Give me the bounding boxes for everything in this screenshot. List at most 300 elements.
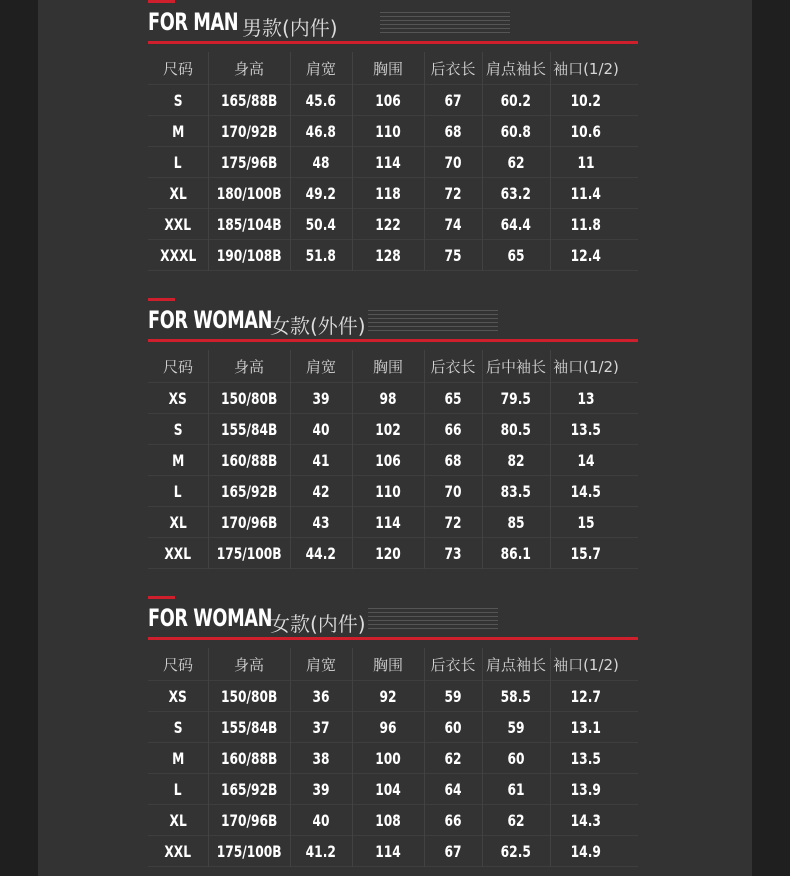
cell-value: 85 [507, 512, 525, 532]
cell-value: 62 [507, 152, 525, 172]
column-header: 袖口(1/2) [553, 655, 619, 674]
size-section [148, 298, 638, 570]
cell-value: 86.1 [500, 543, 532, 563]
table-cell [208, 681, 290, 711]
column-divider [208, 52, 209, 271]
table-cell [208, 805, 290, 835]
cell-value: 68 [444, 450, 462, 470]
cell-value: XXL [164, 214, 192, 234]
table-cell [482, 712, 550, 742]
table-cell [550, 805, 622, 835]
column-header: 肩宽 [305, 59, 336, 78]
table-cell [352, 147, 424, 177]
cell-value: 13.1 [570, 717, 602, 737]
table-cell [550, 836, 622, 866]
column-header: 袖口(1/2) [553, 59, 619, 78]
table-cell [352, 85, 424, 115]
section-accent-bar [148, 596, 175, 599]
table-cell [352, 836, 424, 866]
section-title-en: FOR MAN [148, 8, 239, 36]
column-header: 肩宽 [305, 655, 336, 674]
section-title-en: FOR WOMAN [148, 604, 272, 632]
table-cell [352, 538, 424, 568]
cell-value: 40 [312, 810, 330, 830]
cell-value: XS [168, 686, 188, 706]
table-cell [550, 476, 622, 506]
cell-value: 37 [312, 717, 330, 737]
cell-value: 13.5 [570, 748, 602, 768]
table-cell [208, 147, 290, 177]
table-cell [208, 383, 290, 413]
cell-value: 170/96B [220, 810, 278, 830]
table-cell [352, 712, 424, 742]
cell-value: 13.5 [570, 419, 602, 439]
table-cell [424, 805, 482, 835]
cell-value: 64.4 [500, 214, 532, 234]
column-divider [290, 52, 291, 271]
size-label-cell [148, 147, 208, 177]
table-row [148, 85, 638, 116]
cell-value: 14.9 [570, 841, 602, 861]
table-cell [424, 507, 482, 537]
size-label-cell [148, 414, 208, 444]
table-cell [550, 774, 622, 804]
column-divider [482, 52, 483, 271]
table-cell [352, 383, 424, 413]
table-cell [352, 476, 424, 506]
section-title-cn: 女款(内件) [270, 612, 366, 636]
cell-value: 61 [507, 779, 525, 799]
column-divider [352, 350, 353, 569]
cell-value: 70 [444, 152, 462, 172]
cell-value: 14.5 [570, 481, 602, 501]
table-cell [482, 507, 550, 537]
cell-value: 65 [444, 388, 462, 408]
cell-value: 43 [312, 512, 330, 532]
cell-value: 45.6 [305, 90, 337, 110]
decorative-fine-print [368, 310, 498, 332]
table-cell [352, 507, 424, 537]
size-label-cell [148, 805, 208, 835]
cell-value: L [174, 779, 182, 799]
cell-value: S [173, 419, 183, 439]
table-cell [290, 445, 352, 475]
table-cell [424, 414, 482, 444]
table-cell [208, 445, 290, 475]
table-cell [550, 538, 622, 568]
table-cell [290, 681, 352, 711]
cell-value: 65 [507, 245, 525, 265]
cell-value: 41 [312, 450, 330, 470]
table-cell [482, 445, 550, 475]
cell-value: 155/84B [220, 419, 278, 439]
cell-value: M [171, 748, 185, 768]
cell-value: 80.5 [500, 419, 532, 439]
table-cell [550, 414, 622, 444]
table-cell [550, 209, 622, 239]
table-cell [208, 712, 290, 742]
cell-value: 15.7 [570, 543, 602, 563]
section-title-cn: 女款(外件) [270, 314, 366, 338]
cell-value: XL [169, 183, 187, 203]
table-cell [290, 538, 352, 568]
table-cell [550, 445, 622, 475]
cell-value: 79.5 [500, 388, 532, 408]
cell-value: 11.4 [570, 183, 602, 203]
size-label-cell [148, 712, 208, 742]
cell-value: 46.8 [305, 121, 337, 141]
cell-value: 170/96B [220, 512, 278, 532]
size-section [148, 0, 638, 272]
cell-value: 73 [444, 543, 462, 563]
table-cell [208, 507, 290, 537]
cell-value: 12.4 [570, 245, 602, 265]
table-cell [424, 240, 482, 270]
table-row [148, 774, 638, 805]
section-title [148, 306, 366, 338]
cell-value: 66 [444, 419, 462, 439]
cell-value: 50.4 [305, 214, 337, 234]
size-label-cell [148, 476, 208, 506]
cell-value: 14 [577, 450, 595, 470]
column-header: 胸围 [372, 357, 403, 376]
cell-value: 75 [444, 245, 462, 265]
column-header: 后衣长 [430, 59, 476, 78]
cell-value: 114 [375, 152, 401, 172]
table-cell [424, 383, 482, 413]
table-cell [550, 85, 622, 115]
section-title-cn: 男款(内件) [242, 16, 338, 40]
column-header: 尺码 [162, 59, 193, 78]
column-header: 胸围 [372, 59, 403, 78]
table-cell [208, 240, 290, 270]
table-cell [290, 85, 352, 115]
column-header: 胸围 [372, 655, 403, 674]
table-row [148, 507, 638, 538]
section-title [148, 8, 338, 40]
table-cell [482, 774, 550, 804]
table-cell [550, 712, 622, 742]
cell-value: 108 [375, 810, 401, 830]
table-cell [290, 774, 352, 804]
table-cell [550, 507, 622, 537]
table-cell [424, 681, 482, 711]
column-header: 尺码 [162, 357, 193, 376]
column-divider [424, 648, 425, 867]
table-cell [208, 538, 290, 568]
table-cell [482, 414, 550, 444]
table-cell [208, 414, 290, 444]
cell-value: 72 [444, 512, 462, 532]
table-row [148, 240, 638, 271]
column-divider [352, 648, 353, 867]
column-header: 肩宽 [305, 357, 336, 376]
column-header: 后中袖长 [485, 357, 546, 376]
cell-value: 160/88B [220, 450, 278, 470]
size-table [148, 648, 638, 867]
size-label-cell [148, 774, 208, 804]
table-cell [290, 147, 352, 177]
cell-value: 39 [312, 779, 330, 799]
column-divider [550, 52, 551, 271]
table-cell [352, 240, 424, 270]
cell-value: 68 [444, 121, 462, 141]
cell-value: 165/88B [220, 90, 278, 110]
size-label-cell [148, 507, 208, 537]
cell-value: 10.6 [570, 121, 602, 141]
table-cell [352, 116, 424, 146]
column-header: 后衣长 [430, 655, 476, 674]
cell-value: 70 [444, 481, 462, 501]
column-divider [208, 648, 209, 867]
table-cell [482, 147, 550, 177]
cell-value: L [174, 481, 182, 501]
table-cell [352, 445, 424, 475]
cell-value: M [171, 121, 185, 141]
table-cell [208, 85, 290, 115]
section-rule [148, 41, 638, 44]
cell-value: XL [169, 810, 187, 830]
table-row [148, 476, 638, 507]
column-header: 尺码 [162, 655, 193, 674]
column-divider [290, 648, 291, 867]
cell-value: 60.2 [500, 90, 532, 110]
column-divider [550, 648, 551, 867]
cell-value: 175/100B [216, 543, 282, 563]
table-cell [482, 538, 550, 568]
table-cell [352, 743, 424, 773]
table-cell [290, 178, 352, 208]
cell-value: 150/80B [220, 686, 278, 706]
table-cell [290, 209, 352, 239]
table-cell [482, 805, 550, 835]
cell-value: 62 [507, 810, 525, 830]
cell-value: S [173, 717, 183, 737]
table-cell [208, 774, 290, 804]
cell-value: 185/104B [216, 214, 282, 234]
cell-value: 67 [444, 90, 462, 110]
cell-value: 110 [375, 121, 401, 141]
column-divider [290, 350, 291, 569]
table-row [148, 836, 638, 867]
section-title-en: FOR WOMAN [148, 306, 272, 334]
cell-value: M [171, 450, 185, 470]
table-cell [424, 445, 482, 475]
table-cell [550, 240, 622, 270]
cell-value: 60.8 [500, 121, 532, 141]
cell-value: 165/92B [220, 481, 278, 501]
table-cell [424, 178, 482, 208]
cell-value: 114 [375, 841, 401, 861]
table-row [148, 178, 638, 209]
cell-value: 170/92B [220, 121, 278, 141]
cell-value: 122 [375, 214, 401, 234]
table-cell [352, 774, 424, 804]
table-cell [424, 774, 482, 804]
table-cell [208, 209, 290, 239]
table-cell [482, 383, 550, 413]
table-cell [424, 743, 482, 773]
table-cell [482, 743, 550, 773]
cell-value: 100 [375, 748, 401, 768]
column-divider [482, 648, 483, 867]
cell-value: 39 [312, 388, 330, 408]
column-divider [424, 52, 425, 271]
cell-value: 41.2 [305, 841, 337, 861]
table-cell [550, 178, 622, 208]
table-cell [482, 681, 550, 711]
cell-value: 12.7 [570, 686, 602, 706]
column-divider [424, 350, 425, 569]
table-cell [482, 240, 550, 270]
size-label-cell [148, 681, 208, 711]
table-row [148, 712, 638, 743]
column-header: 身高 [233, 357, 264, 376]
table-cell [290, 476, 352, 506]
column-divider [550, 350, 551, 569]
cell-value: 102 [375, 419, 401, 439]
table-cell [424, 85, 482, 115]
cell-value: 180/100B [216, 183, 282, 203]
table-row [148, 209, 638, 240]
table-cell [290, 240, 352, 270]
table-cell [352, 414, 424, 444]
section-accent-bar [148, 298, 175, 301]
cell-value: 114 [375, 512, 401, 532]
column-header: 身高 [233, 655, 264, 674]
cell-value: 48 [312, 152, 330, 172]
cell-value: 13 [577, 388, 595, 408]
cell-value: 62 [444, 748, 462, 768]
cell-value: 83.5 [500, 481, 532, 501]
table-row [148, 805, 638, 836]
table-row [148, 383, 638, 414]
column-header: 袖口(1/2) [553, 357, 619, 376]
table-cell [550, 147, 622, 177]
cell-value: 11.8 [570, 214, 602, 234]
column-header: 身高 [233, 59, 264, 78]
table-cell [482, 476, 550, 506]
size-label-cell [148, 445, 208, 475]
cell-value: S [173, 90, 183, 110]
table-cell [208, 476, 290, 506]
section-rule [148, 339, 638, 342]
cell-value: 59 [444, 686, 462, 706]
table-cell [550, 116, 622, 146]
table-cell [424, 476, 482, 506]
cell-value: 15 [577, 512, 595, 532]
table-header-row [148, 648, 638, 681]
cell-value: 63.2 [500, 183, 532, 203]
cell-value: 175/100B [216, 841, 282, 861]
decorative-fine-print [368, 608, 498, 630]
cell-value: 175/96B [220, 152, 278, 172]
table-cell [290, 507, 352, 537]
size-label-cell [148, 116, 208, 146]
cell-value: XL [169, 512, 187, 532]
table-cell [550, 743, 622, 773]
decorative-fine-print [380, 12, 510, 34]
cell-value: 155/84B [220, 717, 278, 737]
cell-value: 10.2 [570, 90, 602, 110]
cell-value: 128 [375, 245, 401, 265]
table-header-row [148, 350, 638, 383]
table-cell [424, 116, 482, 146]
cell-value: 96 [379, 717, 397, 737]
cell-value: 98 [379, 388, 397, 408]
cell-value: XXL [164, 543, 192, 563]
table-cell [290, 805, 352, 835]
cell-value: 13.9 [570, 779, 602, 799]
cell-value: 42 [312, 481, 330, 501]
table-cell [352, 805, 424, 835]
size-table [148, 350, 638, 569]
cell-value: 51.8 [305, 245, 337, 265]
table-row [148, 414, 638, 445]
size-label-cell [148, 240, 208, 270]
cell-value: 72 [444, 183, 462, 203]
cell-value: 110 [375, 481, 401, 501]
table-cell [208, 116, 290, 146]
cell-value: 106 [375, 450, 401, 470]
section-accent-bar [148, 0, 175, 3]
cell-value: 66 [444, 810, 462, 830]
cell-value: XS [168, 388, 188, 408]
table-cell [290, 383, 352, 413]
table-row [148, 743, 638, 774]
size-label-cell [148, 178, 208, 208]
size-label-cell [148, 383, 208, 413]
table-cell [208, 836, 290, 866]
column-header: 后衣长 [430, 357, 476, 376]
cell-value: 60 [444, 717, 462, 737]
size-label-cell [148, 85, 208, 115]
cell-value: 160/88B [220, 748, 278, 768]
table-cell [208, 743, 290, 773]
cell-value: 38 [312, 748, 330, 768]
cell-value: 190/108B [216, 245, 282, 265]
table-row [148, 147, 638, 178]
size-label-cell [148, 209, 208, 239]
cell-value: 104 [375, 779, 401, 799]
cell-value: 59 [507, 717, 525, 737]
cell-value: 82 [507, 450, 525, 470]
table-cell [550, 383, 622, 413]
column-divider [352, 52, 353, 271]
table-cell [290, 743, 352, 773]
cell-value: 49.2 [305, 183, 337, 203]
cell-value: 74 [444, 214, 462, 234]
cell-value: 14.3 [570, 810, 602, 830]
column-divider [208, 350, 209, 569]
table-cell [482, 178, 550, 208]
cell-value: 44.2 [305, 543, 337, 563]
table-cell [208, 178, 290, 208]
cell-value: 64 [444, 779, 462, 799]
table-row [148, 445, 638, 476]
size-label-cell [148, 836, 208, 866]
size-table [148, 52, 638, 271]
table-cell [482, 209, 550, 239]
size-label-cell [148, 538, 208, 568]
cell-value: 120 [375, 543, 401, 563]
cell-value: XXL [164, 841, 192, 861]
cell-value: L [174, 152, 182, 172]
table-cell [550, 681, 622, 711]
cell-value: 150/80B [220, 388, 278, 408]
size-section [148, 596, 638, 868]
table-cell [424, 712, 482, 742]
